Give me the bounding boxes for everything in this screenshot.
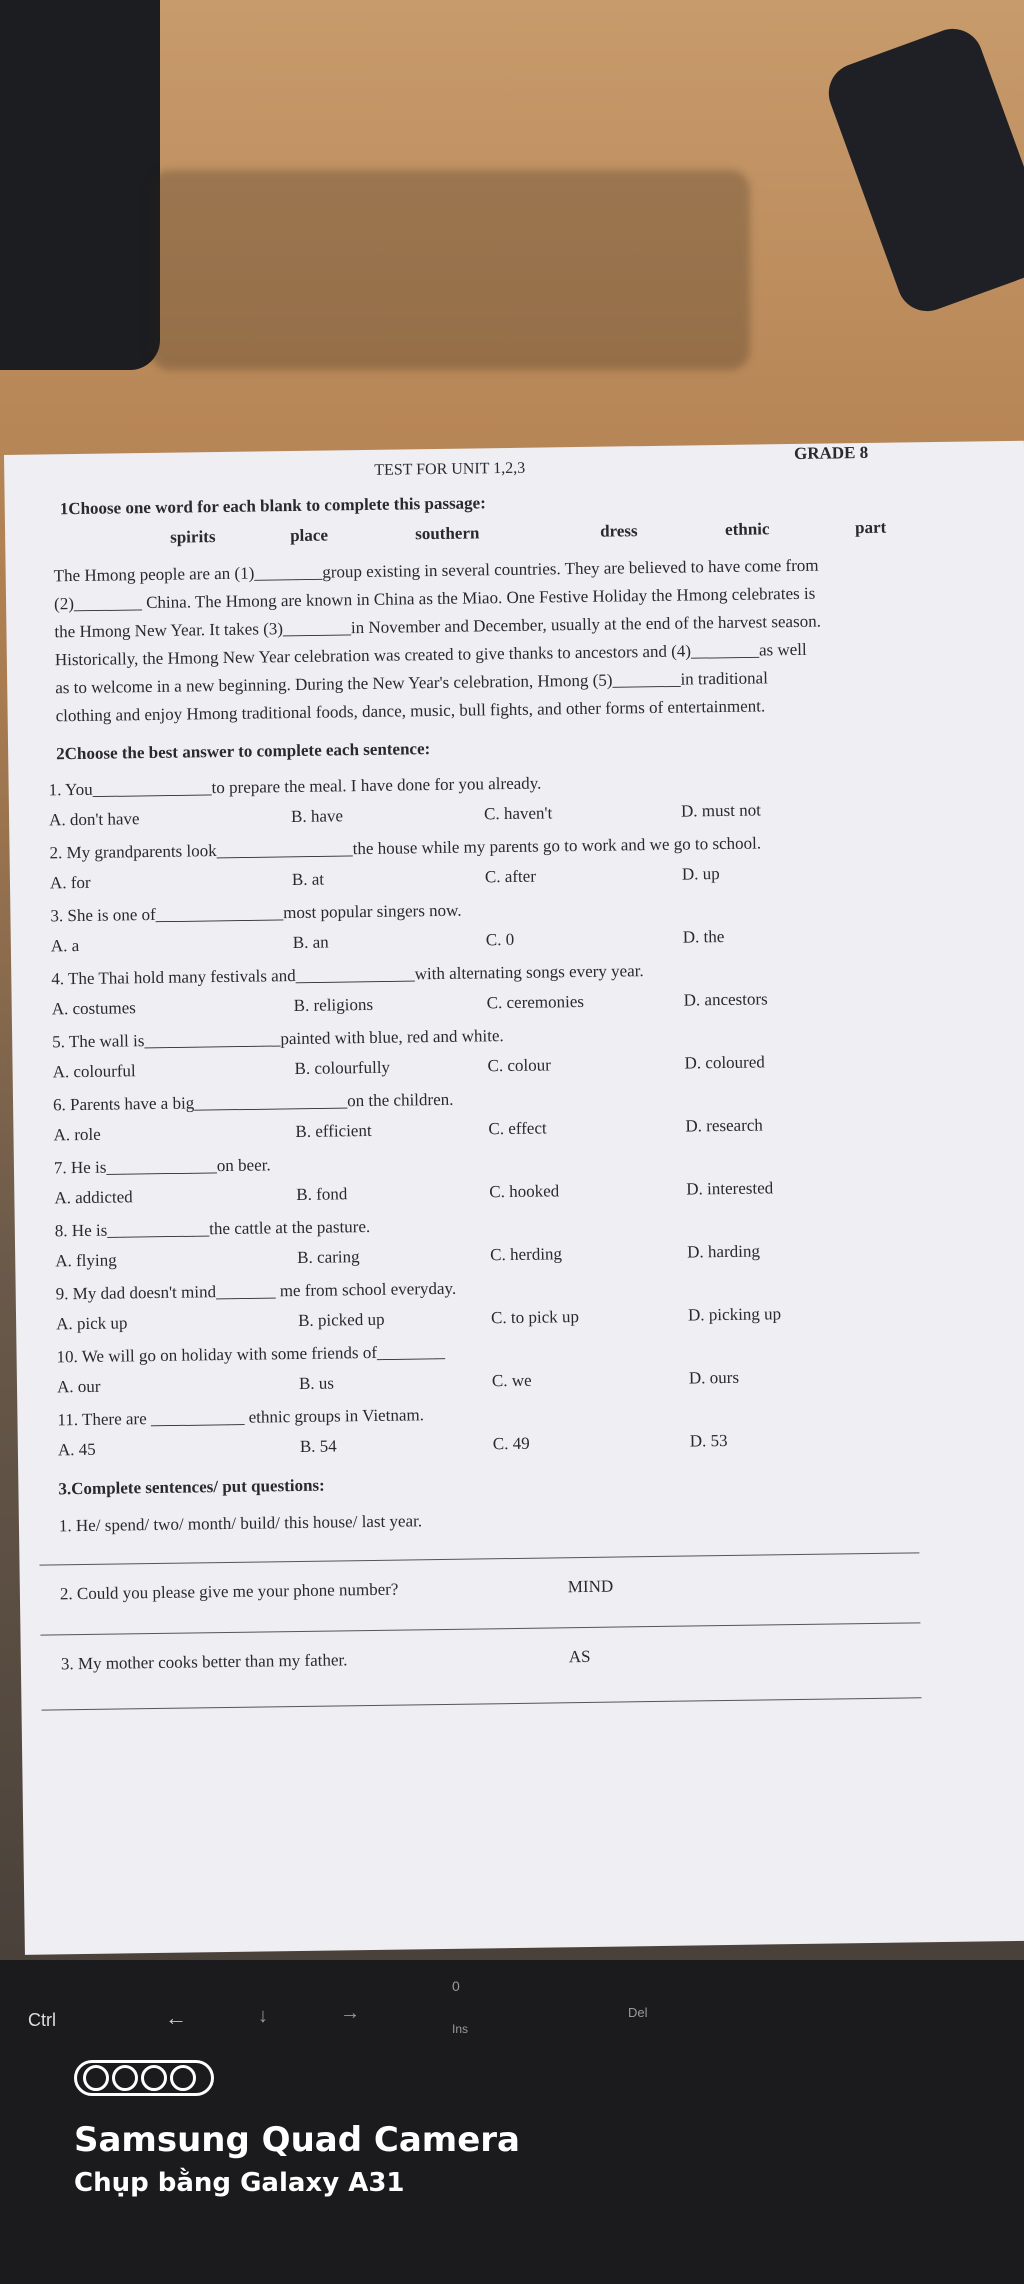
answer-option-b: B. picked up [297,1309,385,1330]
question-text: 7. He is_____________on beer. [53,1155,271,1178]
question-text: 3. She is one of_______________most popular singers now. [50,900,462,926]
answer-option-c: C. herding [490,1244,563,1265]
answer-option-b: B. religions [293,994,374,1016]
answer-option-b: B. us [298,1373,335,1393]
answer-option-b: B. an [292,932,329,953]
answer-option-c: C. after [484,866,537,887]
answer-option-c: C. 49 [492,1433,530,1454]
laptop-corner [0,0,160,370]
passage-line: clothing and enjoy Hmong traditional foods, dance, music, bull fights, and other forms of entertainment. [55,696,766,726]
answer-option-d: D. interested [686,1178,774,1199]
answer-option-c: C. haven't [483,803,553,824]
answer-option-a: A. addicted [54,1187,133,1208]
question-text: 8. He is____________the cattle at the pasture. [54,1216,371,1241]
question-text: 10. We will go on holiday with some friends of________ [56,1341,446,1367]
test-title: TEST FOR UNIT 1,2,3 [374,459,526,479]
passage-line: (2)________ China. The Hmong are known in China as the Miao. One Festive Holiday the Hmong celebrates is [53,583,816,614]
word-option: part [854,517,887,538]
answer-option-d: D. the [682,926,725,947]
shadow [150,170,750,370]
question-text: 2. My grandparents look________________the house while my parents go to work and we go to school. [49,833,762,863]
answer-option-a: A. costumes [51,998,136,1019]
answer-option-b: B. 54 [299,1436,337,1456]
left-arrow-key: ← [165,2005,187,2030]
quad-camera-logo [74,2060,214,2096]
word-option: southern [415,523,480,544]
answer-option-a: A. 45 [57,1439,96,1460]
rewrite-item: 1. He/ spend/ two/ month/ build/ this house/ last year. [58,1511,423,1536]
answer-option-b: B. caring [297,1247,360,1267]
answer-line [42,1697,922,1710]
answer-option-c: C. hooked [489,1181,560,1202]
word-option: dress [599,521,638,541]
ctrl-key: Ctrl [28,2010,56,2030]
passage-line: as to welcome in a new beginning. During the New Year's celebration, Hmong (5)________in traditional [55,668,768,698]
rewrite-cue: AS [568,1646,591,1667]
answer-option-d: D. 53 [689,1430,728,1451]
answer-option-d: D. must not [680,800,761,821]
del-key: Del [628,2005,648,2020]
test-paper [4,441,1024,1955]
right-arrow-key: → [340,2002,360,2024]
question-text: 5. The wall is________________painted with blue, red and white. [52,1026,504,1052]
ins-key: Ins [452,2022,469,2036]
rewrite-item: 2. Could you please give me your phone number? [59,1579,399,1604]
answer-line [39,1552,919,1565]
rewrite-item: 3. My mother cooks better than my father. [60,1650,348,1674]
answer-line [40,1622,920,1635]
answer-option-d: D. coloured [684,1052,765,1073]
answer-option-c: C. we [491,1370,532,1391]
zero-key: 0 [452,1978,460,1994]
watermark-title: Samsung Quad Camera [74,2120,521,2160]
answer-option-b: B. colourfully [294,1057,391,1079]
answer-option-a: A. a [50,935,80,956]
passage-line: the Hmong New Year. It takes (3)________in November and December, usually at the end of the harvest season. [54,611,822,642]
answer-option-d: D. harding [687,1241,761,1262]
word-option: spirits [170,527,216,547]
question-text: 11. There are ___________ ethnic groups in Vietnam. [57,1405,425,1430]
answer-option-b: B. have [290,806,344,827]
answer-option-d: D. ours [688,1367,740,1388]
answer-option-d: D. picking up [687,1304,782,1325]
question-text: 6. Parents have a big__________________on the children. [52,1089,454,1115]
answer-option-c: C. colour [487,1055,551,1076]
word-option: ethnic [724,519,770,539]
answer-option-a: A. role [53,1124,101,1145]
section1-heading: 1Choose one word for each blank to complete this passage: [59,493,486,519]
passage-line: Historically, the Hmong New Year celebration was created to give thanks to ancestors and (4)________as well [54,639,807,670]
answer-option-d: D. research [685,1115,763,1136]
section2-heading: 2Choose the best answer to complete each sentence: [56,739,431,764]
answer-option-a: A. for [49,872,91,893]
answer-option-d: D. up [681,864,720,884]
down-arrow-key: ↓ [258,2005,268,2027]
question-text: 4. The Thai hold many festivals and______________with alternating songs every year. [51,961,644,989]
answer-option-a: A. colourful [52,1061,136,1082]
answer-option-b: B. fond [296,1184,348,1204]
answer-option-c: C. effect [488,1118,547,1139]
section3-heading: 3.Complete sentences/ put questions: [58,1475,325,1499]
answer-option-a: A. our [56,1376,101,1397]
word-option: place [290,525,329,546]
answer-option-c: C. ceremonies [486,991,585,1013]
grade-label: GRADE 8 [793,442,869,463]
answer-option-a: A. flying [55,1250,117,1271]
answer-option-b: B. at [291,869,325,890]
question-text: 1. You______________to prepare the meal. I have done for you already. [48,773,542,800]
answer-option-c: C. 0 [485,929,515,950]
answer-option-d: D. ancestors [683,989,768,1010]
answer-option-c: C. to pick up [490,1307,580,1328]
rewrite-cue: MIND [567,1576,614,1597]
watermark-subtitle: Chụp bằng Galaxy A31 [74,2168,405,2198]
question-text: 9. My dad doesn't mind_______ me from school everyday. [55,1278,457,1304]
answer-option-b: B. efficient [295,1120,372,1141]
answer-option-a: A. pick up [56,1313,128,1334]
answer-option-a: A. don't have [48,809,140,830]
passage-line: The Hmong people are an (1)________group existing in several countries. They are believed to have come from [53,555,819,586]
